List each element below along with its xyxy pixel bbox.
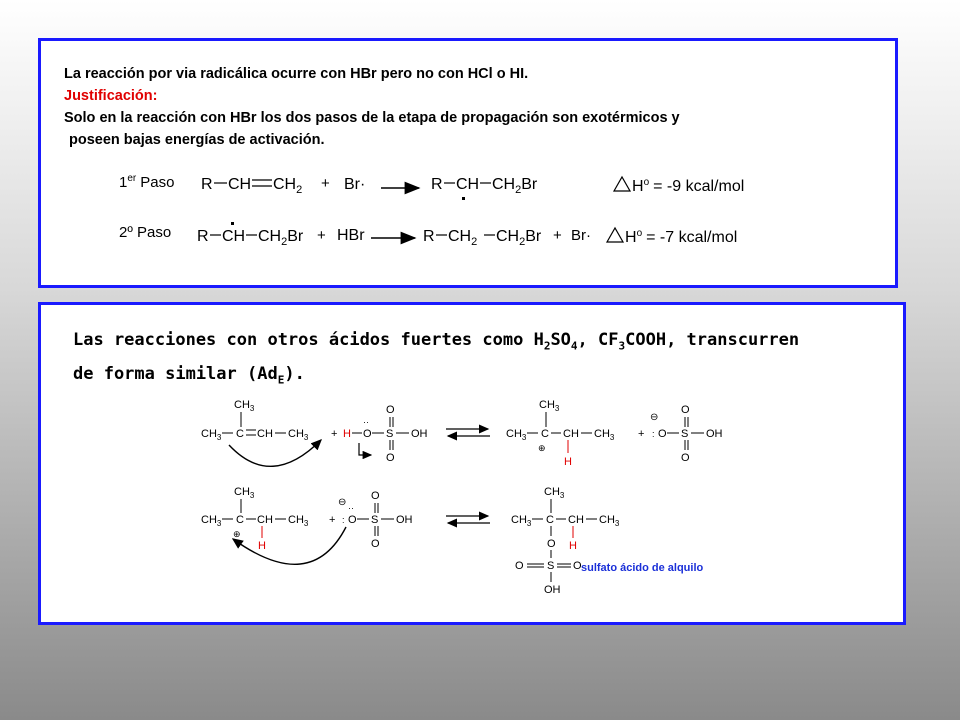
svg-text:⊕: ⊕ (233, 529, 241, 539)
svg-text:CH3: $CH_3$ (201, 428, 222, 442)
svg-text:O: O (363, 428, 372, 440)
step2-r: R (197, 228, 209, 245)
step1-plus: + (321, 175, 330, 192)
svg-text:H: H (343, 428, 351, 440)
svg-text:CH3: $CH_3$ (201, 514, 222, 528)
justification-heading: Justificación: (64, 88, 158, 104)
svg-text:OH: OH (396, 514, 413, 526)
svg-text:S: S (681, 428, 689, 440)
svg-text:CH: CH (563, 428, 579, 440)
svg-text::: : (342, 515, 345, 525)
step1-product-r: R (431, 176, 443, 193)
svg-text:S: S (547, 560, 555, 572)
svg-text:CH3: $CH_3$ (511, 514, 532, 528)
radical-dot-2 (231, 222, 234, 225)
justification-text: Solo en la reacción con HBr los dos pasos de la etapa de propagación son exotérmicos y (64, 110, 680, 126)
svg-text:··: ·· (348, 503, 354, 513)
svg-text:C: C (236, 428, 244, 440)
svg-text:S: S (371, 514, 379, 526)
svg-text:OH: OH (411, 428, 428, 440)
delta-icon-1 (614, 177, 630, 191)
svg-text:O: O (348, 514, 357, 526)
svg-text:S: S (386, 428, 394, 440)
svg-text:CH: CH (568, 514, 584, 526)
svg-text:CH3: $CH_3$ (544, 486, 565, 500)
svg-text:O: O (681, 404, 690, 416)
svg-text:H: H (569, 540, 577, 552)
svg-text:OH: OH (544, 584, 561, 596)
svg-text:O: O (573, 560, 582, 572)
svg-text:C: C (236, 514, 244, 526)
step2-plus-2: + (553, 227, 562, 244)
step2-br-radical: Br· (571, 227, 591, 244)
propagation-panel (38, 38, 898, 288)
svg-text:CH3: $CH_3$ (599, 514, 620, 528)
intro-text: La reacción por via radicálica ocurre con HBr pero no con HCl o HI. (64, 66, 529, 82)
svg-text:··: ·· (363, 417, 369, 427)
step2-label: 2º Paso (119, 224, 172, 241)
svg-text:O: O (658, 428, 667, 440)
svg-text:O: O (547, 538, 556, 550)
svg-text:⊖: ⊖ (338, 497, 347, 508)
step2-hbr: HBr (337, 227, 365, 244)
svg-text:+: + (331, 428, 338, 440)
svg-text:C: C (546, 514, 554, 526)
svg-text:CH3: $CH_3$ (234, 486, 255, 500)
svg-text:OH: OH (706, 428, 723, 440)
step1-enthalpy: $H^o = -9$ kcal/mol (632, 177, 745, 195)
svg-text:CH3: $CH_3$ (288, 428, 309, 442)
svg-text:H: H (258, 540, 266, 552)
svg-text:+: + (638, 428, 645, 440)
step2-plus: + (317, 227, 326, 244)
svg-text:+: + (329, 514, 336, 526)
svg-text:O: O (386, 404, 395, 416)
mechanism-diagram (41, 305, 903, 622)
propagation-steps (41, 41, 895, 285)
step2-product-ch2: $CH_2$ (448, 228, 478, 248)
step2-ch2br: $CH_2Br$ (258, 228, 304, 248)
step1-r: R (201, 176, 213, 193)
step1-product-ch2br: $CH_2Br$ (492, 176, 538, 196)
strong-acids-text: Las reacciones con otros ácidos fuertes como $H_2SO_4$, $CF_3COOH$, transcurren de forma similar $(Ad_E)$. (73, 330, 800, 387)
svg-text:O: O (386, 452, 395, 464)
svg-text:H: H (564, 456, 572, 468)
step1-ch2: $CH_2$ (273, 176, 303, 196)
product-caption: sulfato ácido de alquilo (581, 562, 704, 574)
svg-text:O: O (371, 538, 380, 550)
step2-product-r: R (423, 228, 435, 245)
svg-text:CH3: $CH_3$ (594, 428, 615, 442)
svg-text::: : (652, 429, 655, 439)
svg-text:O: O (681, 452, 690, 464)
svg-text:CH: CH (257, 428, 273, 440)
delta-icon-2 (607, 228, 623, 242)
svg-text:O: O (371, 490, 380, 502)
svg-text:CH3: $CH_3$ (234, 399, 255, 413)
step1-label: 1er Paso (119, 173, 175, 191)
step1-product-ch: CH (456, 176, 480, 193)
step2-enthalpy: $H^o = -7$ kcal/mol (625, 228, 738, 246)
step2-ch: CH (222, 228, 246, 245)
svg-text:O: O (515, 560, 524, 572)
step2-product-ch2br: $CH_2Br$ (496, 228, 542, 248)
svg-text:⊖: ⊖ (650, 412, 659, 423)
svg-text:CH: CH (257, 514, 273, 526)
step1-br-radical: Br· (344, 176, 366, 193)
svg-text:⊕: ⊕ (538, 443, 546, 453)
step1-ch: CH (228, 176, 252, 193)
svg-text:CH3: $CH_3$ (506, 428, 527, 442)
strong-acids-panel (38, 302, 906, 625)
svg-text:C: C (541, 428, 549, 440)
justification-text-2: poseen bajas energías de activación. (69, 132, 325, 148)
radical-dot-1 (462, 197, 465, 200)
svg-text:CH3: $CH_3$ (539, 399, 560, 413)
svg-text:CH3: $CH_3$ (288, 514, 309, 528)
